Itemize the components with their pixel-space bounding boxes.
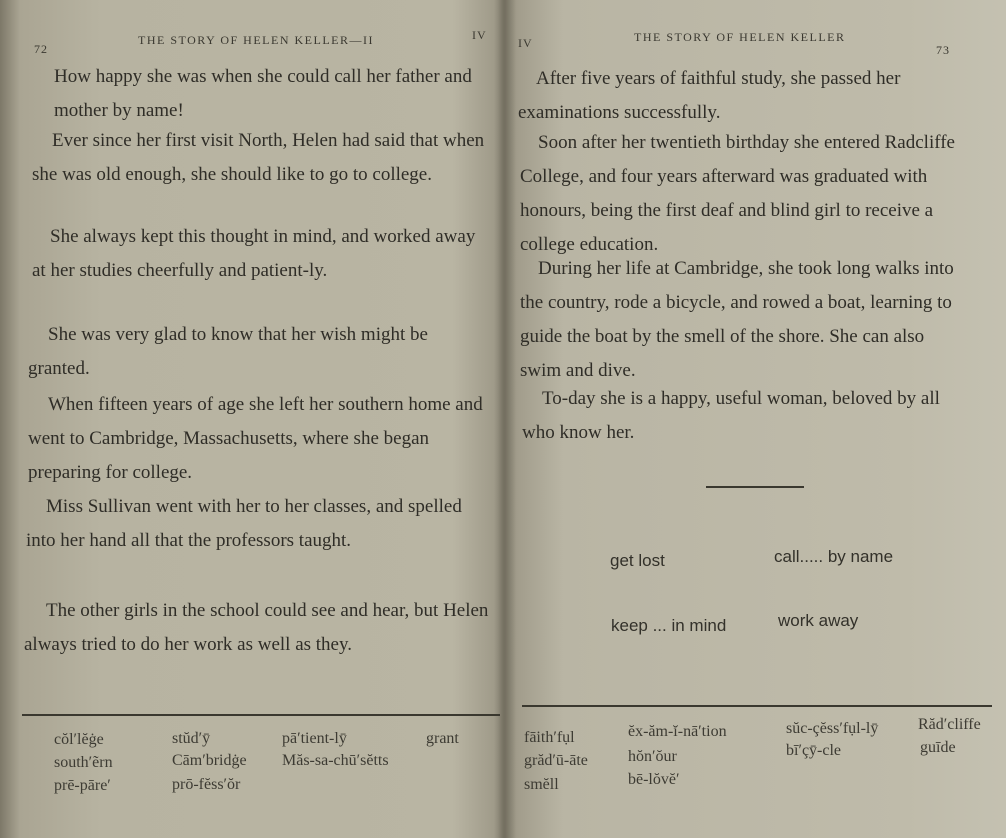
- vocab-word: cŏl′lĕġe: [54, 731, 104, 748]
- vocab-word: smĕll: [524, 776, 559, 793]
- vocab-word: guīde: [920, 739, 956, 756]
- left-paragraph-1: How happy she was when she could call her father and mother by name!: [54, 66, 472, 121]
- left-paragraph-2: Ever since her first visit North, Helen had said that when she was old enough, she should like to go to college.: [32, 130, 485, 185]
- vocab-word: prē-pāre′: [54, 777, 111, 794]
- vocab-word: grant: [426, 730, 459, 747]
- vocab-word: bī′çȳ-cle: [786, 742, 842, 759]
- left-paragraph-4: She was very glad to know that her wish might be granted.: [28, 324, 428, 379]
- vocab-word: Măs-sa-chū′sĕtts: [282, 752, 389, 769]
- left-paragraph-6: Miss Sullivan went with her to her classes, and spelled into her hand all that the professors taught.: [26, 496, 462, 551]
- right-vocab-rule: [522, 705, 992, 707]
- vocab-word: sŭc-çĕss′fụl-lȳ: [786, 720, 879, 737]
- left-paragraph-3: She always kept this thought in mind, and worked away at her studies cheerfully and patient-ly.: [32, 226, 476, 281]
- right-paragraph-2: Soon after her twentieth birthday she entered Radcliffe College, and four years afterward was graduated with honours, being the first deaf and blind girl to receive a college education.: [520, 132, 955, 255]
- vocab-word: Cām′bridġe: [172, 752, 247, 769]
- phrase-call-by-name: call..... by name: [774, 547, 894, 566]
- left-section-mark: IV: [472, 28, 487, 42]
- left-paragraph-7: The other girls in the school could see and hear, but Helen always tried to do her work as well as they.: [24, 600, 489, 655]
- vocab-word: south′ẽrn: [54, 754, 113, 771]
- right-page-number: 73: [936, 43, 950, 57]
- left-page-number: 72: [34, 42, 48, 56]
- book-gutter: [494, 0, 516, 838]
- vocab-word: ĕx-ăm-ĭ-nā′tion: [628, 723, 727, 740]
- phrase-get-lost: get lost: [610, 551, 665, 570]
- vocab-word: hŏn′ŏur: [628, 748, 677, 765]
- vocab-word: pā′tient-lȳ: [282, 730, 347, 747]
- vocab-word: grăd′ū-āte: [524, 752, 588, 769]
- right-short-rule: [706, 486, 804, 488]
- phrase-keep-in-mind: keep ... in mind: [611, 616, 727, 635]
- vocab-word: fāith′fụl: [524, 729, 575, 746]
- right-paragraph-4: To-day she is a happy, useful woman, beloved by all who know her.: [522, 388, 940, 443]
- phrase-work-away: work away: [778, 611, 859, 630]
- left-running-head: THE STORY OF HELEN KELLER—II: [138, 33, 374, 47]
- left-paragraph-5: When fifteen years of age she left her southern home and went to Cambridge, Massachusetts, where she began preparing for college.: [28, 394, 483, 483]
- right-running-head: THE STORY OF HELEN KELLER: [634, 30, 846, 44]
- right-paragraph-1: After five years of faithful study, she passed her examinations successfully.: [518, 68, 901, 123]
- vocab-word: bē-lŏvĕ′: [628, 771, 680, 788]
- right-paragraph-3: During her life at Cambridge, she took long walks into the country, rode a bicycle, and rowed a boat, learning to guide the boat by the smell of the shore. She can also swim and dive.: [520, 258, 954, 381]
- vocab-word: stŭd′ȳ: [172, 730, 211, 747]
- left-vocab-rule: [22, 714, 500, 716]
- vocab-word: prō-fĕss′ŏr: [172, 776, 241, 793]
- vocab-word: Răd′cliffe: [918, 716, 981, 733]
- right-section-mark: IV: [518, 36, 533, 50]
